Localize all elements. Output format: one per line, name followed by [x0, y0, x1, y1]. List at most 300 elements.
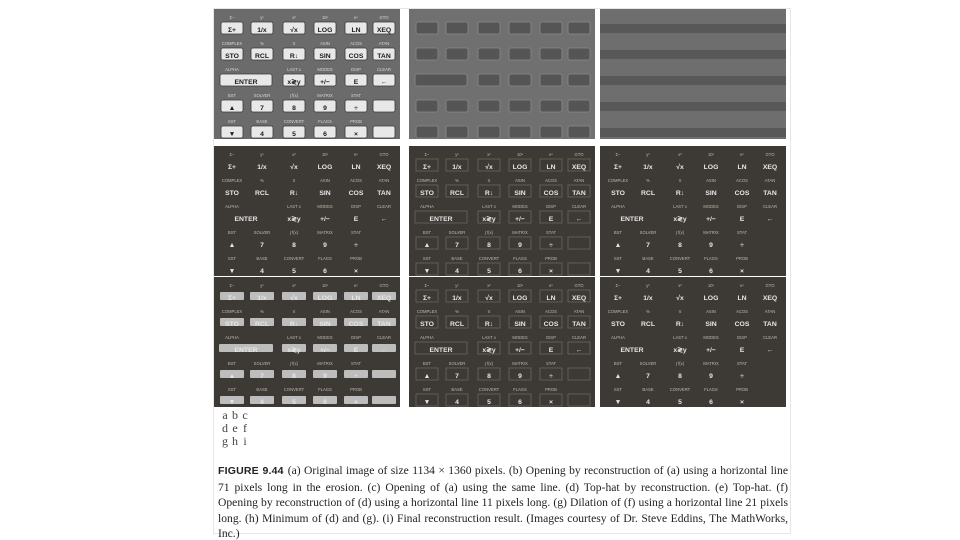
keypad-shift-label: CONVERT: [478, 387, 500, 392]
keypad-key-label: +/−: [320, 347, 330, 354]
keypad-shift-label: STAT: [350, 230, 362, 235]
keypad-key-label: LOG: [512, 164, 528, 171]
keypad-key-label: ←: [575, 216, 583, 223]
keypad-shift-label: %: [455, 309, 459, 314]
keypad-shift-label: SOLVER: [448, 230, 466, 235]
keypad-key-label: 6: [518, 268, 522, 275]
keypad-key-label: Σ+: [422, 295, 432, 302]
keypad-key-label: ENTER: [620, 216, 644, 223]
keypad-key-label: TAN: [377, 190, 391, 197]
keypad-shift-label: Σ−: [229, 283, 235, 288]
keypad-shift-label: CLEAR: [377, 67, 391, 72]
keypad-key-label: LOG: [317, 295, 333, 302]
keypad-shift-label: BST: [227, 361, 237, 366]
keypad-shift-label: PROB: [350, 387, 362, 392]
keypad-shift-label: SST: [227, 256, 237, 261]
keypad-key-label: x≷y: [673, 216, 687, 223]
keypad-key-label: 1/x: [257, 164, 267, 171]
keypad-shift-label: COMPLEX: [607, 309, 629, 314]
keypad-key-label: SIN: [705, 190, 717, 197]
keypad-key-label: LN: [351, 295, 361, 302]
keypad-shift-label: %: [260, 309, 264, 314]
keypad-shift-label: ASIN: [515, 178, 525, 183]
keypad-shift-label: MODES: [317, 204, 333, 209]
keypad-key-label: 4: [260, 399, 264, 406]
keypad-key-label: 1/x: [452, 295, 462, 302]
keypad-shift-label: MODES: [512, 335, 528, 340]
keypad-shift-label: BST: [227, 93, 237, 98]
keypad-key-label: ▼: [228, 268, 236, 275]
keypad-key-label: 8: [487, 242, 491, 249]
keypad-shift-label: BASE: [451, 256, 463, 261]
keypad-key-label: ▲: [228, 105, 236, 112]
keypad-shift-label: PROB: [545, 256, 557, 261]
keypad-key: [568, 126, 590, 138]
keypad-key: [509, 100, 531, 112]
keypad-key-label: ENTER: [429, 347, 453, 354]
keypad-shift-label: MODES: [317, 67, 333, 72]
keypad-key-label: 4: [455, 399, 459, 406]
keypad-key-label: COS: [734, 190, 750, 197]
keypad-shift-label: ASIN: [706, 309, 716, 314]
keypad-key-label: 9: [323, 105, 327, 112]
keypad-key-label: ENTER: [234, 216, 258, 223]
keypad-shift-label: LAST x: [482, 335, 496, 340]
keypad-shift-label: eˣ: [740, 152, 744, 157]
keypad-shift-label: GTO: [574, 283, 584, 288]
keypad-shift-label: FLAGS: [318, 256, 332, 261]
keypad-key-label: LOG: [703, 295, 719, 302]
keypad-key-label: RCL: [450, 321, 464, 328]
keypad-bar: [600, 24, 786, 33]
keypad-key-label: ÷: [354, 373, 358, 380]
keypad-shift-label: eˣ: [354, 283, 358, 288]
keypad-shift-label: eˣ: [740, 283, 744, 288]
keypad-shift-label: yˣ: [455, 152, 459, 157]
keypad-key-label: TAN: [377, 321, 391, 328]
keypad-shift-label: DISP: [351, 67, 361, 72]
keypad-image-g: [214, 277, 400, 407]
legend-cell: g: [222, 434, 228, 448]
keypad-key-label: R↓: [675, 321, 685, 328]
keypad-key-label: ←: [766, 216, 774, 223]
keypad-key-label: TAN: [763, 321, 777, 328]
keypad-shift-label: CLEAR: [572, 204, 586, 209]
keypad-shift-label: MATRIX: [703, 230, 719, 235]
keypad-shift-label: SST: [422, 387, 432, 392]
keypad-shift-label: MODES: [317, 335, 333, 340]
keypad-shift-label: DISP: [546, 204, 556, 209]
keypad-key-blob: [372, 396, 396, 404]
keypad-shift-label: SST: [613, 256, 623, 261]
keypad-shift-label: LAST x: [673, 335, 687, 340]
keypad-key-label: ▲: [228, 242, 236, 249]
keypad-key-label: XEQ: [762, 164, 778, 171]
keypad-shift-label: MODES: [703, 204, 719, 209]
keypad-shift-label: 10ˣ: [321, 152, 329, 157]
keypad-key-label: LN: [546, 164, 556, 171]
keypad-key-label: √x: [290, 27, 298, 34]
keypad-shift-label: ACOS: [736, 309, 748, 314]
keypad-key-label: ←: [380, 216, 388, 223]
keypad-shift-label: BST: [613, 230, 623, 235]
keypad-shift-label: DISP: [737, 204, 747, 209]
keypad-shift-label: yˣ: [260, 152, 264, 157]
keypad-shift-label: CONVERT: [478, 256, 500, 261]
keypad-key-label: ×: [740, 399, 744, 406]
keypad-key: [478, 74, 500, 86]
keypad-shift-label: yˣ: [260, 15, 264, 20]
keypad-shift-label: CONVERT: [669, 256, 691, 261]
keypad-shift-label: MATRIX: [317, 230, 333, 235]
keypad-key-label: ▼: [423, 268, 431, 275]
keypad-key-label: √x: [290, 164, 298, 171]
keypad-shift-label: SST: [227, 387, 237, 392]
keypad-shift-label: ATAN: [378, 41, 390, 46]
keypad-key-label: STO: [225, 53, 239, 60]
keypad-shift-label: DISP: [546, 335, 556, 340]
keypad-key-label: R↓: [675, 190, 685, 197]
keypad-shift-label: LAST x: [482, 204, 496, 209]
keypad-shift-label: ASIN: [706, 178, 716, 183]
keypad-key-label: 6: [518, 399, 522, 406]
keypad-shift-label: CLEAR: [377, 204, 391, 209]
keypad-shift-label: GTO: [765, 152, 775, 157]
legend-cell: e: [232, 421, 238, 435]
keypad-key: [446, 126, 468, 138]
keypad-shift-label: LAST x: [287, 204, 301, 209]
keypad-key-label: ▼: [228, 399, 236, 406]
keypad-key-label: 4: [646, 268, 650, 275]
keypad-key-label: Σ+: [227, 27, 237, 34]
keypad-shift-label: CONVERT: [283, 256, 305, 261]
keypad-key-label: ENTER: [234, 79, 258, 86]
keypad-image-f: [600, 146, 786, 276]
keypad-key-label: 5: [487, 399, 491, 406]
keypad-shift-label: BST: [422, 230, 432, 235]
keypad-shift-label: ALPHA: [225, 335, 239, 340]
keypad-key-label: LOG: [512, 295, 528, 302]
keypad-key-label: SIN: [514, 321, 526, 328]
keypad-key-label: +/−: [706, 347, 716, 354]
keypad-key-label: 6: [323, 399, 327, 406]
keypad-shift-label: BST: [613, 361, 623, 366]
keypad-shift-label: BASE: [642, 256, 654, 261]
keypad-key: [509, 126, 531, 138]
keypad-key-blob: [372, 370, 396, 378]
keypad-shift-label: SST: [227, 119, 237, 124]
keypad-shift-label: ACOS: [350, 178, 362, 183]
keypad-key-label: E: [548, 216, 554, 223]
keypad-shift-label: SST: [613, 387, 623, 392]
keypad-key-outline: [568, 263, 590, 275]
keypad-key-label: +/−: [515, 216, 525, 223]
keypad-key-label: ÷: [549, 373, 553, 380]
keypad-key-label: R↓: [484, 321, 494, 328]
legend-cell: h: [232, 434, 238, 448]
keypad-shift-label: eˣ: [549, 152, 553, 157]
keypad-shift-label: BASE: [256, 119, 268, 124]
keypad-key-label: ENTER: [429, 216, 453, 223]
keypad-shift-label: CLEAR: [377, 335, 391, 340]
keypad-key-label: x≷y: [287, 79, 301, 86]
keypad-shift-label: COMPLEX: [221, 309, 243, 314]
keypad-key-label: TAN: [377, 53, 391, 60]
figure-9-44: [213, 8, 791, 540]
keypad-shift-label: π: [487, 178, 491, 183]
keypad-key-label: ▼: [614, 268, 622, 275]
keypad-shift-label: x²: [678, 152, 682, 157]
keypad-key-label: 8: [292, 105, 296, 112]
keypad-shift-label: ALPHA: [611, 335, 625, 340]
keypad-shift-label: %: [646, 309, 650, 314]
keypad-key-label: SIN: [319, 321, 331, 328]
keypad-bar: [600, 50, 786, 59]
keypad-key-label: 6: [323, 131, 327, 138]
keypad-key-label: ×: [354, 268, 358, 275]
panel-d-top-hat-by-reconstruction: [214, 146, 400, 276]
keypad-shift-label: BASE: [256, 256, 268, 261]
keypad-key-label: x≷y: [287, 347, 301, 354]
keypad-shift-label: MATRIX: [512, 361, 528, 366]
keypad-key: [373, 100, 395, 112]
keypad-shift-label: PROB: [545, 387, 557, 392]
keypad-key-label: Σ+: [613, 164, 623, 171]
keypad-key-label: ÷: [354, 242, 358, 249]
keypad-shift-label: 10ˣ: [516, 152, 524, 157]
keypad-key-label: 6: [709, 399, 713, 406]
keypad-key-label: LN: [546, 295, 556, 302]
keypad-shift-label: yˣ: [646, 152, 650, 157]
keypad-key-label: ×: [549, 399, 553, 406]
keypad-key: [478, 100, 500, 112]
keypad-key-label: STO: [420, 321, 434, 328]
keypad-key-label: 9: [709, 242, 713, 249]
keypad-shift-label: COMPLEX: [607, 178, 629, 183]
keypad-shift-label: x²: [292, 152, 296, 157]
keypad-key-label: R↓: [289, 53, 299, 60]
keypad-key-label: XEQ: [376, 164, 392, 171]
keypad-key: [540, 74, 562, 86]
keypad-shift-label: DISP: [351, 335, 361, 340]
keypad-key: [568, 22, 590, 34]
keypad-key-label: SIN: [319, 53, 331, 60]
keypad-key-label: ←: [575, 347, 583, 354]
keypad-key-label: 4: [455, 268, 459, 275]
keypad-shift-label: DISP: [351, 204, 361, 209]
keypad-shift-label: ∫ f(x): [675, 230, 685, 235]
keypad-key-label: COS: [348, 190, 364, 197]
keypad-shift-label: SOLVER: [253, 230, 271, 235]
keypad-shift-label: Σ−: [229, 15, 235, 20]
keypad-key-label: R↓: [484, 190, 494, 197]
keypad-key-label: LN: [351, 164, 361, 171]
keypad-key-label: ▼: [423, 399, 431, 406]
keypad-key-label: E: [739, 216, 745, 223]
keypad-key-label: COS: [348, 321, 364, 328]
keypad-shift-label: SOLVER: [253, 361, 271, 366]
keypad-key-label: ×: [549, 268, 553, 275]
keypad-shift-label: BST: [422, 361, 432, 366]
keypad-key-label: +/−: [706, 216, 716, 223]
keypad-key-label: ×: [354, 399, 358, 406]
figure-label: FIGURE 9.44: [218, 465, 284, 477]
panel-a-original: [214, 9, 400, 139]
keypad-key-label: Σ+: [227, 164, 237, 171]
keypad-shift-label: BASE: [642, 387, 654, 392]
keypad-key-label: LN: [737, 164, 747, 171]
keypad-shift-label: STAT: [736, 361, 748, 366]
keypad-key-label: 7: [646, 242, 650, 249]
keypad-shift-label: x²: [678, 283, 682, 288]
keypad-shift-label: PROB: [736, 387, 748, 392]
keypad-shift-label: 10ˣ: [321, 15, 329, 20]
keypad-key-label: LOG: [317, 164, 333, 171]
keypad-key-label: 8: [292, 242, 296, 249]
keypad-shift-label: ACOS: [350, 309, 362, 314]
keypad-key-label: COS: [734, 321, 750, 328]
keypad-shift-label: PROB: [736, 256, 748, 261]
keypad-shift-label: Σ−: [229, 152, 235, 157]
keypad-key-label: 8: [678, 242, 682, 249]
keypad-key-outline: [568, 237, 590, 249]
keypad-key-label: TAN: [763, 190, 777, 197]
keypad-key-label: XEQ: [571, 295, 587, 302]
keypad-key-label: 5: [487, 268, 491, 275]
keypad-key-label: 7: [455, 373, 459, 380]
keypad-shift-label: STAT: [350, 93, 362, 98]
keypad-key-label: TAN: [572, 190, 586, 197]
legend-row-3: [220, 435, 260, 448]
keypad-shift-label: ∫ f(x): [675, 361, 685, 366]
keypad-shift-label: FLAGS: [513, 256, 527, 261]
keypad-shift-label: CLEAR: [763, 204, 777, 209]
keypad-shift-label: ALPHA: [420, 204, 434, 209]
keypad-key-label: Σ+: [422, 164, 432, 171]
keypad-key-label: 1/x: [643, 295, 653, 302]
keypad-shift-label: x²: [292, 15, 296, 20]
keypad-shift-label: GTO: [379, 152, 389, 157]
keypad-key-label: COS: [543, 190, 559, 197]
keypad-shift-label: STAT: [545, 361, 557, 366]
keypad-key-label: 4: [646, 399, 650, 406]
keypad-key-label: ←: [380, 79, 388, 86]
legend-cell: i: [243, 434, 247, 448]
keypad-key: [415, 74, 467, 86]
keypad-shift-label: GTO: [765, 283, 775, 288]
keypad-shift-label: yˣ: [260, 283, 264, 288]
keypad-shift-label: PROB: [350, 256, 362, 261]
keypad-shift-label: SOLVER: [448, 361, 466, 366]
keypad-shift-label: yˣ: [455, 283, 459, 288]
keypad-key-label: STO: [611, 321, 625, 328]
keypad-image-c: [600, 9, 786, 139]
keypad-shift-label: MODES: [512, 204, 528, 209]
keypad-shift-label: π: [292, 41, 296, 46]
keypad-shift-label: ALPHA: [225, 67, 239, 72]
keypad-key: [478, 22, 500, 34]
keypad-key-label: 9: [323, 373, 327, 380]
keypad-key-outline: [568, 368, 590, 380]
keypad-key-label: COS: [348, 53, 364, 60]
keypad-key-label: SIN: [514, 190, 526, 197]
keypad-key: [568, 74, 590, 86]
keypad-shift-label: ASIN: [320, 309, 330, 314]
keypad-key-label: ▼: [228, 131, 236, 138]
keypad-key-label: ENTER: [234, 347, 258, 354]
keypad-key-label: R↓: [289, 321, 299, 328]
keypad-shift-label: SST: [422, 256, 432, 261]
keypad-key-label: E: [739, 347, 745, 354]
keypad-key-label: √x: [676, 295, 684, 302]
keypad-shift-label: %: [646, 178, 650, 183]
keypad-shift-label: LAST x: [673, 204, 687, 209]
keypad-shift-label: FLAGS: [704, 387, 718, 392]
keypad-key-label: XEQ: [571, 164, 587, 171]
keypad-shift-label: CONVERT: [669, 387, 691, 392]
legend-cell: a: [222, 408, 228, 422]
keypad-bar: [600, 128, 786, 137]
keypad-key-label: x≷y: [482, 216, 496, 223]
keypad-key: [568, 100, 590, 112]
keypad-shift-label: ∫ f(x): [289, 93, 299, 98]
keypad-shift-label: COMPLEX: [416, 178, 438, 183]
keypad-key-label: 7: [260, 105, 264, 112]
keypad-key: [416, 126, 438, 138]
keypad-shift-label: ASIN: [320, 41, 330, 46]
keypad-key-label: LN: [737, 295, 747, 302]
keypad-key-label: 7: [455, 242, 459, 249]
keypad-shift-label: ASIN: [515, 309, 525, 314]
keypad-shift-label: FLAGS: [513, 387, 527, 392]
keypad-key-label: Σ+: [613, 295, 623, 302]
keypad-shift-label: MATRIX: [317, 361, 333, 366]
keypad-shift-label: ATAN: [764, 178, 776, 183]
keypad-shift-label: LAST x: [287, 67, 301, 72]
keypad-key-label: STO: [420, 190, 434, 197]
keypad-key: [540, 48, 562, 60]
keypad-shift-label: ALPHA: [611, 204, 625, 209]
keypad-key-label: 9: [709, 373, 713, 380]
keypad-key-label: √x: [290, 295, 298, 302]
keypad-shift-label: %: [260, 41, 264, 46]
keypad-shift-label: Σ−: [424, 283, 430, 288]
keypad-shift-label: CLEAR: [572, 335, 586, 340]
keypad-shift-label: GTO: [379, 15, 389, 20]
keypad-shift-label: 10ˣ: [707, 152, 715, 157]
legend-cell: c: [242, 408, 248, 422]
keypad-shift-label: x²: [292, 283, 296, 288]
keypad-key-label: RCL: [641, 190, 655, 197]
keypad-key: [540, 100, 562, 112]
keypad-key-label: STO: [611, 190, 625, 197]
keypad-key: [416, 48, 438, 60]
keypad-key-label: TAN: [572, 321, 586, 328]
keypad-shift-label: ATAN: [573, 178, 585, 183]
keypad-key-label: RCL: [255, 321, 269, 328]
keypad-shift-label: ATAN: [378, 178, 390, 183]
panel-e-top-hat: [409, 146, 595, 276]
keypad-shift-label: MATRIX: [512, 230, 528, 235]
keypad-key-label: LN: [351, 27, 361, 34]
keypad-key: [446, 100, 468, 112]
keypad-shift-label: BST: [227, 230, 237, 235]
keypad-shift-label: CLEAR: [763, 335, 777, 340]
keypad-key-label: XEQ: [376, 27, 392, 34]
figure-caption: [218, 463, 788, 540]
keypad-shift-label: ATAN: [764, 309, 776, 314]
keypad-key-label: 4: [260, 268, 264, 275]
